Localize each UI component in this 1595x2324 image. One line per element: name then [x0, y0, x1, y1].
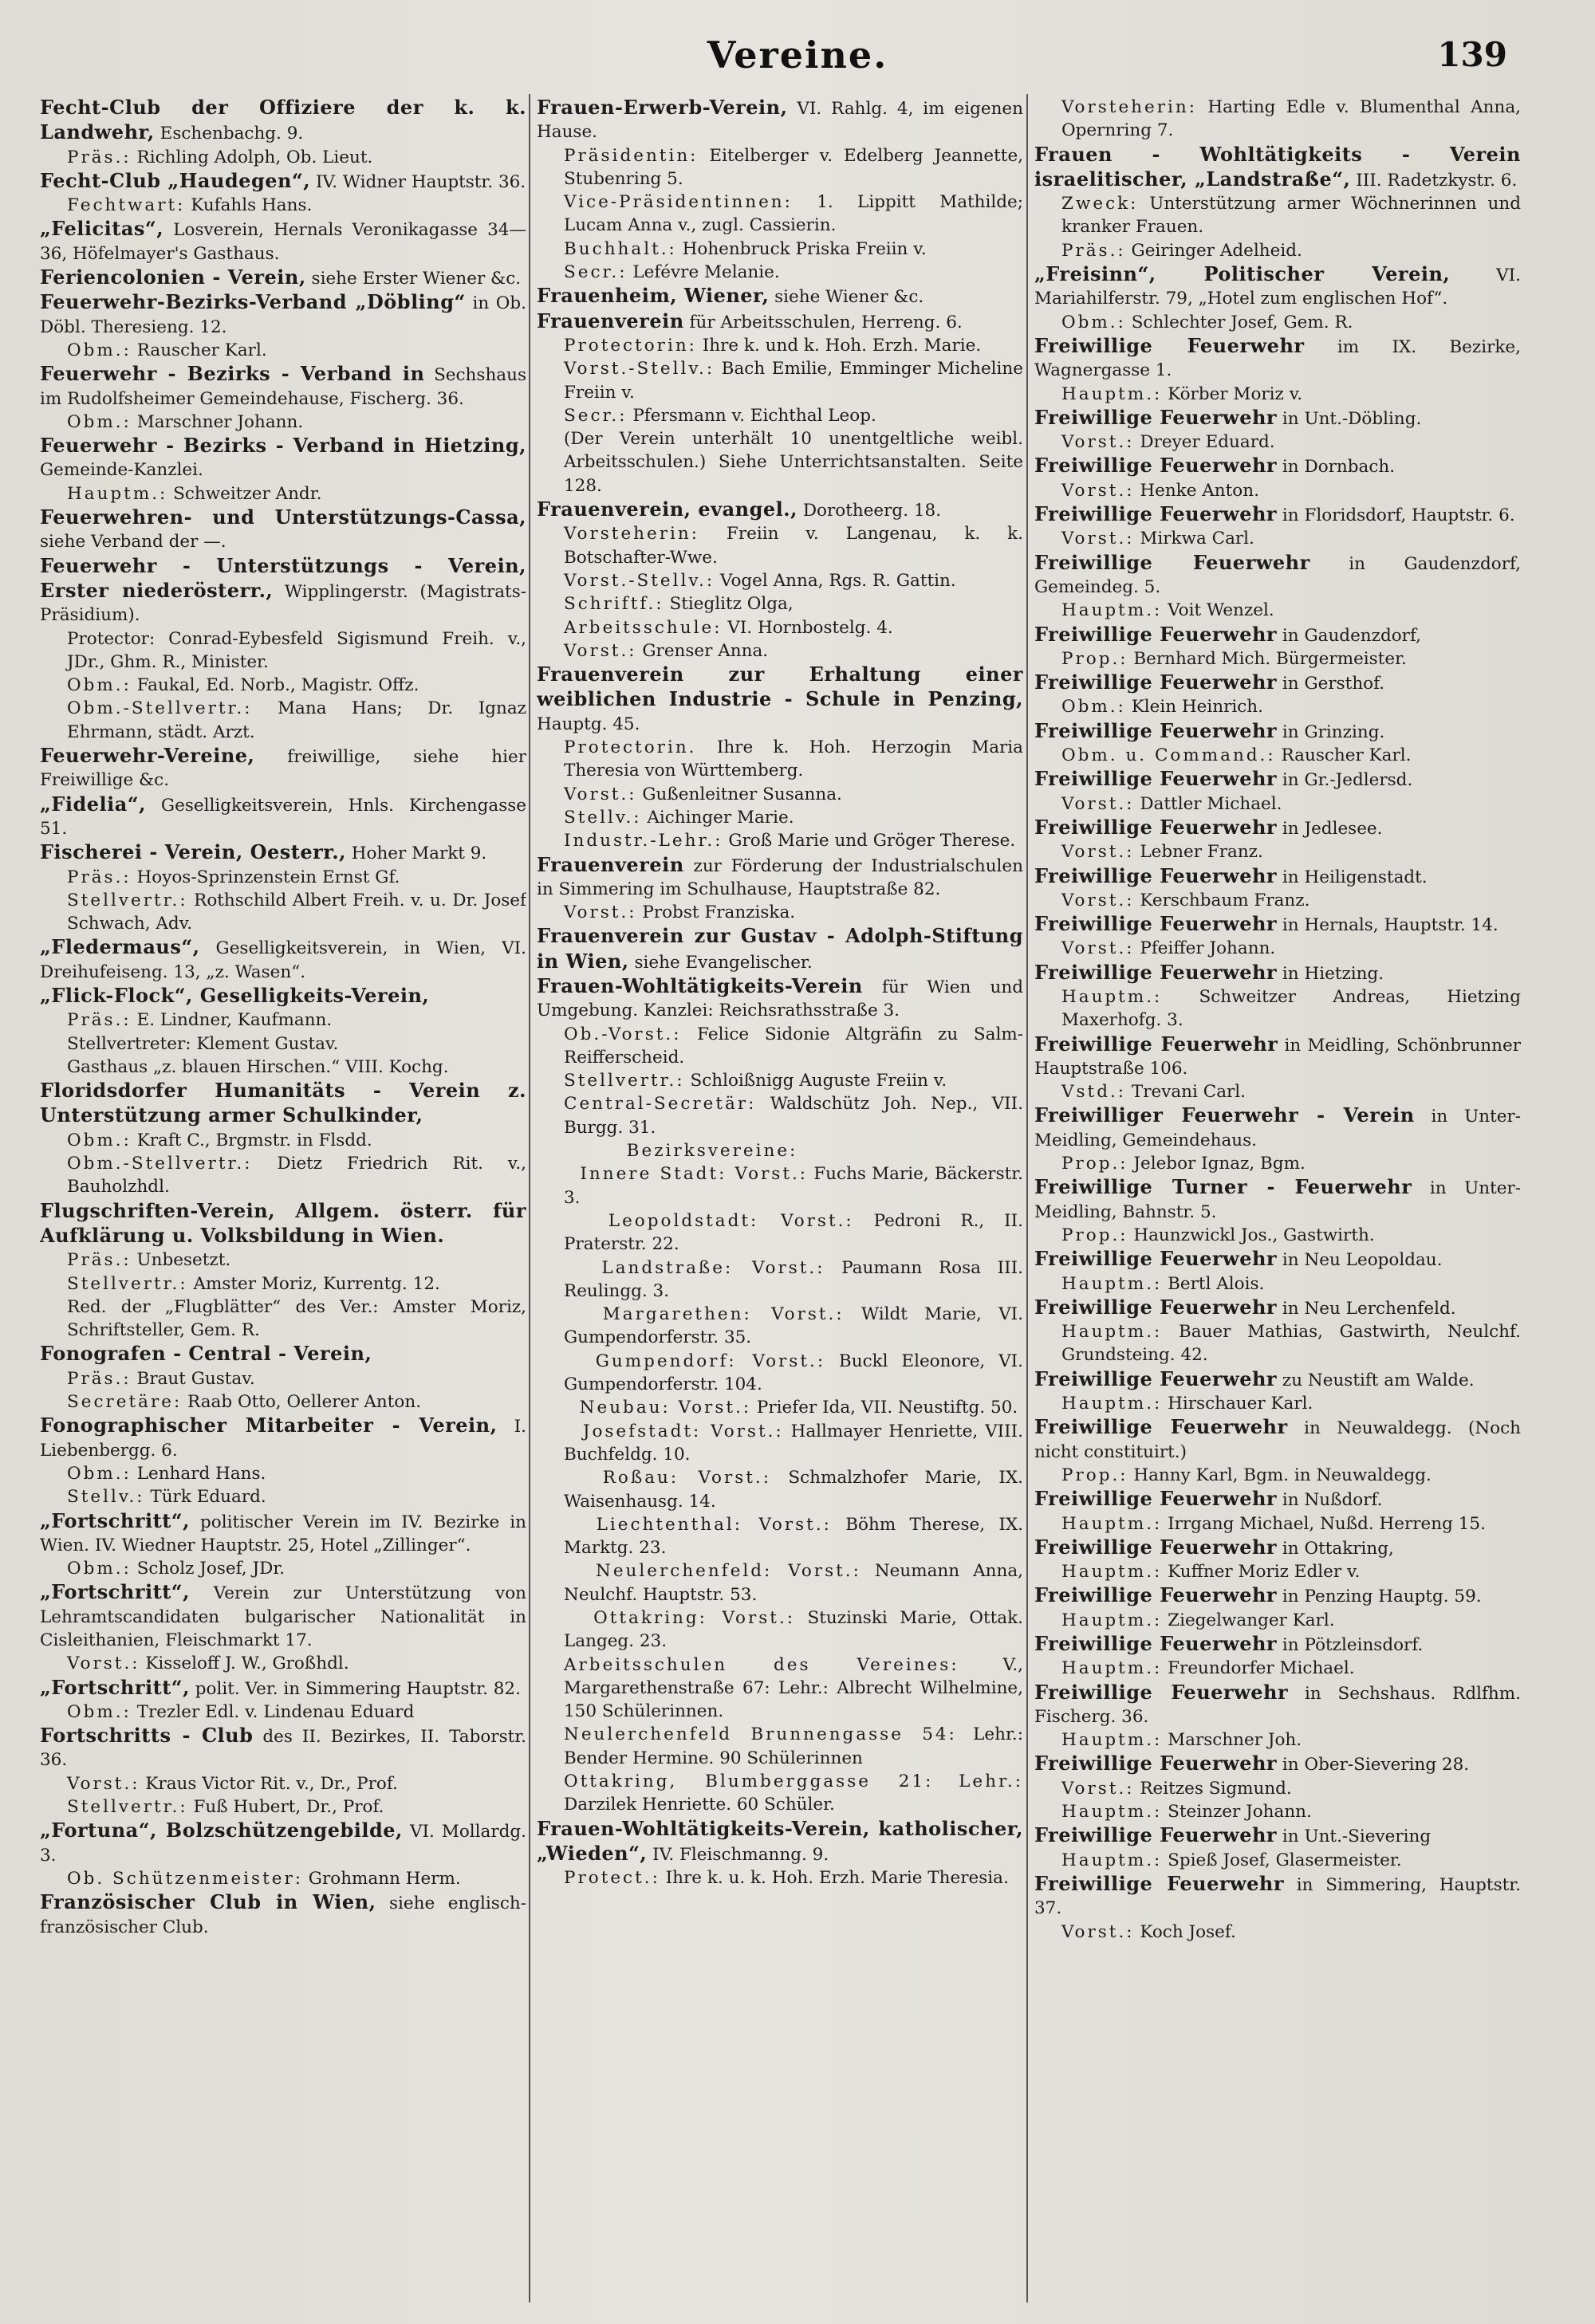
directory-entry: Ottakring, Blumberggasse 21: Lehr.: Darzilek Henriette. 60 Schüler.: [564, 1772, 1023, 1815]
directory-entry: Stellvertr.: Schloißnigg Auguste Freiin v.: [564, 1071, 947, 1091]
directory-entry: Freiwillige Feuerwehr in Gersthof.: [1034, 670, 1385, 694]
directory-entry: Präsidentin: Eitelberger v. Edelberg Jeannette, Stubenring 5.: [564, 145, 1023, 189]
directory-entry: Freiwillige Feuerwehr in Sechshaus. Rdlfhm. Fischerg. 36.: [1034, 1680, 1521, 1727]
directory-entry: Margarethen: Vorst.: Wildt Marie, VI. Gumpendorferstr. 35.: [564, 1304, 1023, 1348]
page-number: 139: [1437, 35, 1507, 74]
directory-entry: Obm.-Stellvertr.: Dietz Friedrich Rit. v., Bauholzhdl.: [67, 1154, 526, 1197]
directory-entry: Zweck: Unterstützung armer Wöchnerinnen und kranker Frauen.: [1061, 194, 1521, 238]
column-right: [1034, 96, 1521, 2304]
directory-entry: Vorsteherin: Harting Edle v. Blumenthal Anna, Opernring 7.: [1061, 97, 1521, 141]
directory-entry: Fechtwart: Kufahls Hans.: [67, 195, 313, 216]
directory-entry: Präs.: E. Lindner, Kaufmann.: [67, 1010, 333, 1031]
directory-entry: Vorst.: Reitzes Sigmund.: [1061, 1778, 1292, 1799]
directory-entry: Freiwillige Feuerwehr in Ottakring,: [1034, 1535, 1394, 1559]
directory-entry: Stellvertreter: Klement Gustav.: [67, 1033, 339, 1054]
directory-entry: Vorst.: Probst Franziska.: [564, 902, 796, 923]
directory-entry: Feuerwehr - Unterstützungs - Verein, Erster niederösterr., Wipplingerstr. (Magistrats-Präsidium).: [40, 553, 526, 626]
directory-entry: Hauptm.: Schweitzer Andreas, Hietzing Maxerhofg. 3.: [1061, 986, 1521, 1031]
column-divider: [1026, 94, 1028, 2302]
directory-entry: Vice-Präsidentinnen: 1. Lippitt Mathilde; Lucam Anna v., zugl. Cassierin.: [564, 192, 1023, 236]
directory-entry: Fortschritts - Club des II. Bezirkes, II. Taborstr. 36.: [40, 1724, 526, 1771]
directory-entry: Freiwillige Feuerwehr in Jedlesee.: [1034, 815, 1383, 839]
directory-entry: Floridsdorfer Humanitäts - Verein z. Unterstützung armer Schulkinder,: [40, 1079, 526, 1127]
directory-entry: Feuerwehr-Bezirks-Verband „Döbling“ in Ob. Döbl. Theresieng. 12.: [40, 290, 526, 337]
directory-entry: Hauptm.: Bertl Alois.: [1061, 1273, 1265, 1294]
directory-entry: Frauenverein zur Gustav - Adolph-Stiftung in Wien, siehe Evangelischer.: [537, 924, 1023, 973]
directory-entry: Vorst.: Kerschbaum Franz.: [1061, 890, 1310, 910]
directory-entry: Französischer Club in Wien, siehe englisch-französischer Club.: [40, 1890, 526, 1937]
directory-entry: Hauptm.: Bauer Mathias, Gastwirth, Neulchf. Grundsteing. 42.: [1061, 1322, 1521, 1366]
directory-entry: Fecht-Club der Offiziere der k. k. Landwehr, Eschenbachg. 9.: [40, 96, 526, 144]
directory-entry: Feriencolonien - Verein, siehe Erster Wiener &c.: [40, 265, 522, 289]
directory-entry: Prop.: Haunzwickl Jos., Gastwirth.: [1061, 1225, 1375, 1245]
directory-entry: Protectorin: Ihre k. und k. Hoh. Erzh. Marie.: [564, 335, 982, 356]
directory-entry: Freiwillige Feuerwehr in Pötzleinsdorf.: [1034, 1632, 1424, 1655]
directory-entry: Freiwillige Feuerwehr in Heiligenstadt.: [1034, 863, 1428, 887]
directory-entry: Freiwillige Feuerwehr in Ober-Sievering 28.: [1034, 1752, 1470, 1775]
directory-entry: „Fortschritt“, Verein zur Unterstützung von Lehramtscandidaten bulgarischer Nationalität in Cisleithanien, Fleischmarkt 17.: [40, 1580, 526, 1650]
directory-entry: Central-Secretär: Waldschütz Joh. Nep., VII. Burgg. 31.: [564, 1094, 1023, 1138]
directory-entry: Freiwillige Feuerwehr in Neuwaldegg. (Noch nicht constituirt.): [1034, 1415, 1521, 1462]
directory-entry: Obm.-Stellvertr.: Mana Hans; Dr. Ignaz Ehrmann, städt. Arzt.: [67, 698, 526, 742]
directory-entry: Frauen-Erwerb-Verein, VI. Rahlg. 4, im eigenen Hause.: [537, 96, 1023, 143]
directory-entry: Flugschriften-Verein, Allgem. österr. für Aufklärung u. Volksbildung in Wien.: [40, 1198, 526, 1247]
directory-entry: Hauptm.: Ziegelwanger Karl.: [1061, 1610, 1335, 1630]
directory-entry: Bezirksvereine:: [564, 1141, 798, 1162]
directory-entry: Neulerchenfeld: Vorst.: Neumann Anna, Neulchf. Hauptstr. 53.: [564, 1561, 1023, 1605]
directory-entry: Freiwillige Feuerwehr zu Neustift am Walde.: [1034, 1366, 1475, 1390]
directory-entry: Stellv.: Türk Eduard.: [67, 1487, 266, 1508]
directory-entry: Freiwillige Feuerwehr in Floridsdorf, Hauptstr. 6.: [1034, 502, 1515, 526]
directory-entry: Freiwillige Feuerwehr in Grinzing.: [1034, 718, 1385, 742]
directory-entry: Frauenverein für Arbeitsschulen, Herreng. 6.: [537, 309, 963, 332]
directory-entry: Freiwillige Feuerwehr in Unt.-Sievering: [1034, 1823, 1432, 1847]
column-middle: [537, 96, 1023, 2304]
directory-entry: Obm.: Faukal, Ed. Norb., Magistr. Offz.: [67, 675, 419, 696]
directory-entry: Frauenverein zur Erhaltung einer weiblichen Industrie - Schule in Penzing, Hauptg. 45.: [537, 663, 1023, 734]
directory-entry: Freiwillige Feuerwehr in Dornbach.: [1034, 454, 1396, 478]
directory-entry: Hauptm.: Kuffner Moriz Edler v.: [1061, 1562, 1361, 1583]
directory-entry: Vorst.: Henke Anton.: [1061, 480, 1259, 501]
directory-entry: Secretäre: Raab Otto, Oellerer Anton.: [67, 1392, 422, 1413]
directory-entry: Stellvertr.: Fuß Hubert, Dr., Prof.: [67, 1797, 384, 1818]
directory-entry: Stellv.: Aichinger Marie.: [564, 807, 794, 828]
directory-entry: Protector: Conrad-Eybesfeld Sigismund Freih. v., JDr., Ghm. R., Minister.: [67, 628, 526, 672]
directory-entry: Freiwillige Feuerwehr in Penzing Hauptg. 59.: [1034, 1583, 1482, 1607]
column-divider: [529, 94, 530, 2302]
directory-entry: Feuerwehr-Vereine, freiwillige, siehe hier Freiwillige &c.: [40, 744, 526, 791]
directory-entry: Prop.: Bernhard Mich. Bürgermeister.: [1061, 648, 1407, 669]
directory-entry: Hauptm.: Körber Moriz v.: [1061, 383, 1303, 404]
directory-entry: Vorst.: Koch Josef.: [1061, 1921, 1236, 1942]
directory-entry: „Felicitas“, Losverein, Hernals Veronikagasse 34—36, Höfelmayer's Gasthaus.: [40, 217, 526, 264]
directory-entry: Vorst.: Dreyer Eduard.: [1061, 432, 1275, 453]
directory-entry: Obm.: Schlechter Josef, Gem. R.: [1061, 312, 1353, 332]
directory-entry: Josefstadt: Vorst.: Hallmayer Henriette, VIII. Buchfeldg. 10.: [564, 1421, 1023, 1465]
directory-entry: Vorst.: Pfeiffer Johann.: [1061, 938, 1276, 959]
directory-entry: Liechtenthal: Vorst.: Böhm Therese, IX. Marktg. 23.: [564, 1514, 1023, 1559]
directory-entry: Protect.: Ihre k. u. k. Hoh. Erzh. Marie Theresia.: [564, 1868, 1009, 1889]
directory-entry: Hauptm.: Steinzer Johann.: [1061, 1802, 1312, 1823]
directory-entry: Freiwillige Feuerwehr in Unt.-Döbling.: [1034, 405, 1422, 429]
directory-entry: Präs.: Braut Gustav.: [67, 1368, 255, 1389]
directory-entry: Freiwillige Feuerwehr in Meidling, Schönbrunner Hauptstraße 106.: [1034, 1032, 1521, 1079]
directory-entry: Vorst.: Kraus Victor Rit. v., Dr., Prof.: [67, 1773, 398, 1794]
directory-entry: Freiwillige Feuerwehr in Simmering, Hauptstr. 37.: [1034, 1871, 1521, 1919]
directory-entry: Hauptm.: Voit Wenzel.: [1061, 600, 1274, 621]
directory-entry: Vorst.: Dattler Michael.: [1061, 793, 1282, 814]
directory-entry: Freiwillige Feuerwehr in Hietzing.: [1034, 960, 1384, 984]
directory-entry: „Fledermaus“, Geselligkeitsverein, in Wien, VI. Dreihufeiseng. 13, „z. Wasen“.: [40, 935, 526, 982]
directory-entry: Freiwillige Feuerwehr in Neu Leopoldau.: [1034, 1247, 1443, 1271]
directory-entry: Vorst.-Stellv.: Vogel Anna, Rgs. R. Gattin.: [564, 570, 956, 591]
directory-entry: Arbeitsschule: VI. Hornbostelg. 4.: [564, 617, 893, 638]
directory-entry: Obm. u. Command.: Rauscher Karl.: [1061, 745, 1412, 766]
directory-entry: Vorsteherin: Freiin v. Langenau, k. k. Botschafter-Wwe.: [564, 524, 1023, 568]
directory-entry: Frauen-Wohltätigkeits-Verein, katholischer, „Wieden“, IV. Fleischmanng. 9.: [537, 1816, 1023, 1865]
directory-entry: Frauenverein zur Förderung der Industrialschulen in Simmering im Schulhause, Hauptstraße 82.: [537, 852, 1023, 899]
directory-entry: Fonographischer Mitarbeiter - Verein, I. Liebenbergg. 6.: [40, 1414, 526, 1461]
directory-entry: Präs.: Geiringer Adelheid.: [1061, 240, 1302, 261]
directory-entry: Schriftf.: Stieglitz Olga,: [564, 594, 794, 615]
directory-entry: Obm.: Klein Heinrich.: [1061, 697, 1263, 718]
directory-entry: Obm.: Trezler Edl. v. Lindenau Eduard: [67, 1701, 415, 1722]
directory-entry: Obm.: Kraft C., Brgmstr. in Flsdd.: [67, 1130, 372, 1150]
directory-entry: Industr.-Lehr.: Groß Marie und Gröger Therese.: [564, 831, 1016, 851]
directory-entry: Frauen - Wohltätigkeits - Verein israelitischer, „Landstraße“, III. Radetzkystr. 6.: [1034, 142, 1521, 191]
directory-entry: Gasthaus „z. blauen Hirschen.“ VIII. Kochg.: [67, 1056, 449, 1077]
directory-entry: Ottakring: Vorst.: Stuzinski Marie, Ottak. Langeg. 23.: [564, 1608, 1023, 1652]
directory-entry: Neubau: Vorst.: Priefer Ida, VII. Neustiftg. 50.: [564, 1398, 1018, 1418]
directory-entry: Freiwillige Feuerwehr im IX. Bezirke, Wagnergasse 1.: [1034, 333, 1521, 381]
directory-entry: Freiwilliger Feuerwehr - Verein in Unter-Meidling, Gemeindehaus.: [1034, 1103, 1521, 1150]
directory-entry: „Fortschritt“, politischer Verein im IV. Bezirke in Wien. IV. Wiedner Hauptstr. 25, Hotel „Zillinger“.: [40, 1508, 526, 1555]
directory-entry: „Flick-Flock“, Geselligkeits-Verein,: [40, 983, 430, 1007]
directory-entry: Hauptm.: Spieß Josef, Glasermeister.: [1061, 1850, 1402, 1870]
column-left: [40, 96, 526, 2304]
directory-entry: Vorst.-Stellv.: Bach Emilie, Emminger Micheline Freiin v.: [564, 359, 1023, 403]
directory-entry: Freiwillige Feuerwehr in Nußdorf.: [1034, 1487, 1383, 1511]
directory-entry: Freiwillige Turner - Feuerwehr in Unter-Meidling, Bahnstr. 5.: [1034, 1175, 1521, 1222]
directory-entry: Hauptm.: Hirschauer Karl.: [1061, 1394, 1313, 1414]
directory-entry: Stellvertr.: Amster Moriz, Kurrentg. 12.: [67, 1273, 440, 1294]
directory-entry: Präs.: Richling Adolph, Ob. Lieut.: [67, 147, 373, 167]
directory-entry: Frauenverein, evangel., Dorotheerg. 18.: [537, 497, 942, 521]
directory-entry: Freiwillige Feuerwehr in Gaudenzdorf,: [1034, 622, 1421, 646]
directory-entry: Secr.: Lefévre Melanie.: [564, 262, 780, 283]
directory-entry: Obm.: Scholz Josef, JDr.: [67, 1559, 286, 1579]
directory-entry: (Der Verein unterhält 10 unentgeltliche weibl. Arbeitsschulen.) Siehe Unterrichtsanstalten. Seite 128.: [564, 429, 1023, 496]
directory-entry: Landstraße: Vorst.: Paumann Rosa III. Reulingg. 3.: [564, 1257, 1023, 1301]
directory-entry: Vorst.: Kisseloff J. W., Großhdl.: [67, 1654, 349, 1674]
directory-entry: Vorst.: Gußenleitner Susanna.: [564, 784, 842, 804]
directory-entry: Hauptm.: Irrgang Michael, Nußd. Herreng 15.: [1061, 1513, 1486, 1534]
directory-entry: Buchhalt.: Hohenbruck Priska Freiin v.: [564, 238, 927, 259]
directory-entry: Hauptm.: Marschner Joh.: [1061, 1730, 1302, 1751]
directory-entry: Frauenheim, Wiener, siehe Wiener &c.: [537, 284, 924, 308]
directory-entry: Stellvertr.: Rothschild Albert Freih. v. u. Dr. Josef Schwach, Adv.: [67, 890, 526, 934]
directory-entry: Vorst.: Lebner Franz.: [1061, 842, 1263, 863]
directory-entry: Vstd.: Trevani Carl.: [1061, 1082, 1246, 1103]
directory-entry: Protectorin. Ihre k. Hoh. Herzogin Maria Theresia von Württemberg.: [564, 737, 1023, 781]
directory-entry: Leopoldstadt: Vorst.: Pedroni R., II. Praterstr. 22.: [564, 1210, 1023, 1255]
directory-entry: „Fidelia“, Geselligkeitsverein, Hnls. Kirchengasse 51.: [40, 792, 526, 839]
directory-entry: Vorst.: Grenser Anna.: [564, 640, 769, 661]
directory-entry: Hauptm.: Freundorfer Michael.: [1061, 1658, 1355, 1679]
directory-entry: „Freisinn“, Politischer Verein, VI. Mariahilferstr. 79, „Hotel zum englischen Hof“.: [1034, 262, 1521, 309]
directory-entry: Roßau: Vorst.: Schmalzhofer Marie, IX. Waisenhausg. 14.: [564, 1468, 1023, 1512]
directory-entry: Ob.-Vorst.: Felice Sidonie Altgräfin zu Salm-Reifferscheid.: [564, 1024, 1023, 1068]
directory-entry: Gumpendorf: Vorst.: Buckl Eleonore, VI. Gumpendorferstr. 104.: [564, 1351, 1023, 1395]
directory-entry: Arbeitsschulen des Vereines: V., Margarethenstraße 67: Lehr.: Albrecht Wilhelmine, 150 Schülerinnen.: [564, 1654, 1023, 1722]
directory-entry: Präs.: Hoyos-Sprinzenstein Ernst Gf.: [67, 867, 400, 887]
directory-entry: Freiwillige Feuerwehr in Hernals, Hauptstr. 14.: [1034, 912, 1499, 936]
directory-entry: Präs.: Unbesetzt.: [67, 1250, 231, 1271]
directory-entry: Hauptm.: Schweitzer Andr.: [67, 483, 322, 504]
directory-entry: Red. der „Flugblätter“ des Ver.: Amster Moriz, Schriftsteller, Gem. R.: [67, 1296, 526, 1341]
directory-entry: Feuerwehr - Bezirks - Verband in Sechshaus im Rudolfsheimer Gemeindehause, Fischerg. 36.: [40, 362, 526, 409]
directory-entry: Frauen-Wohltätigkeits-Verein für Wien und Umgebung. Kanzlei: Reichsrathsstraße 3.: [537, 973, 1023, 1021]
directory-entry: Ob. Schützenmeister: Grohmann Herm.: [67, 1868, 461, 1889]
directory-entry: Neulerchenfeld Brunnengasse 54: Lehr.: Bender Hermine. 90 Schülerinnen: [564, 1724, 1023, 1768]
directory-entry: Feuerwehr - Bezirks - Verband in Hietzing, Gemeinde-Kanzlei.: [40, 434, 526, 481]
directory-entry: Freiwillige Feuerwehr in Gaudenzdorf, Gemeindeg. 5.: [1034, 550, 1521, 597]
directory-entry: Secr.: Pfersmann v. Eichthal Leop.: [564, 405, 876, 426]
directory-entry: Obm.: Lenhard Hans.: [67, 1463, 266, 1484]
directory-entry: Feuerwehren- und Unterstützungs-Cassa, siehe Verband der —.: [40, 505, 526, 552]
directory-entry: Fecht-Club „Haudegen“, IV. Widner Hauptstr. 36.: [40, 168, 526, 192]
directory-entry: Obm.: Rauscher Karl.: [67, 340, 267, 360]
page-title: Vereine.: [707, 33, 888, 77]
directory-entry: Fischerei - Verein, Oesterr., Hoher Markt 9.: [40, 840, 487, 864]
directory-entry: Innere Stadt: Vorst.: Fuchs Marie, Bäckerstr. 3.: [564, 1164, 1023, 1208]
directory-entry: Fonografen - Central - Verein,: [40, 1342, 372, 1366]
directory-entry: Vorst.: Mirkwa Carl.: [1061, 529, 1254, 549]
directory-entry: „Fortuna“, Bolzschützengebilde, VI. Mollardg. 3.: [40, 1819, 526, 1866]
directory-entry: Freiwillige Feuerwehr in Neu Lerchenfeld.: [1034, 1295, 1456, 1319]
directory-entry: Freiwillige Feuerwehr in Gr.-Jedlersd.: [1034, 767, 1413, 791]
directory-entry: Prop.: Hanny Karl, Bgm. in Neuwaldegg.: [1061, 1465, 1432, 1485]
directory-entry: Obm.: Marschner Johann.: [67, 411, 304, 432]
directory-entry: „Fortschritt“, polit. Ver. in Simmering Hauptstr. 82.: [40, 1675, 521, 1699]
directory-entry: Prop.: Jelebor Ignaz, Bgm.: [1061, 1154, 1306, 1174]
